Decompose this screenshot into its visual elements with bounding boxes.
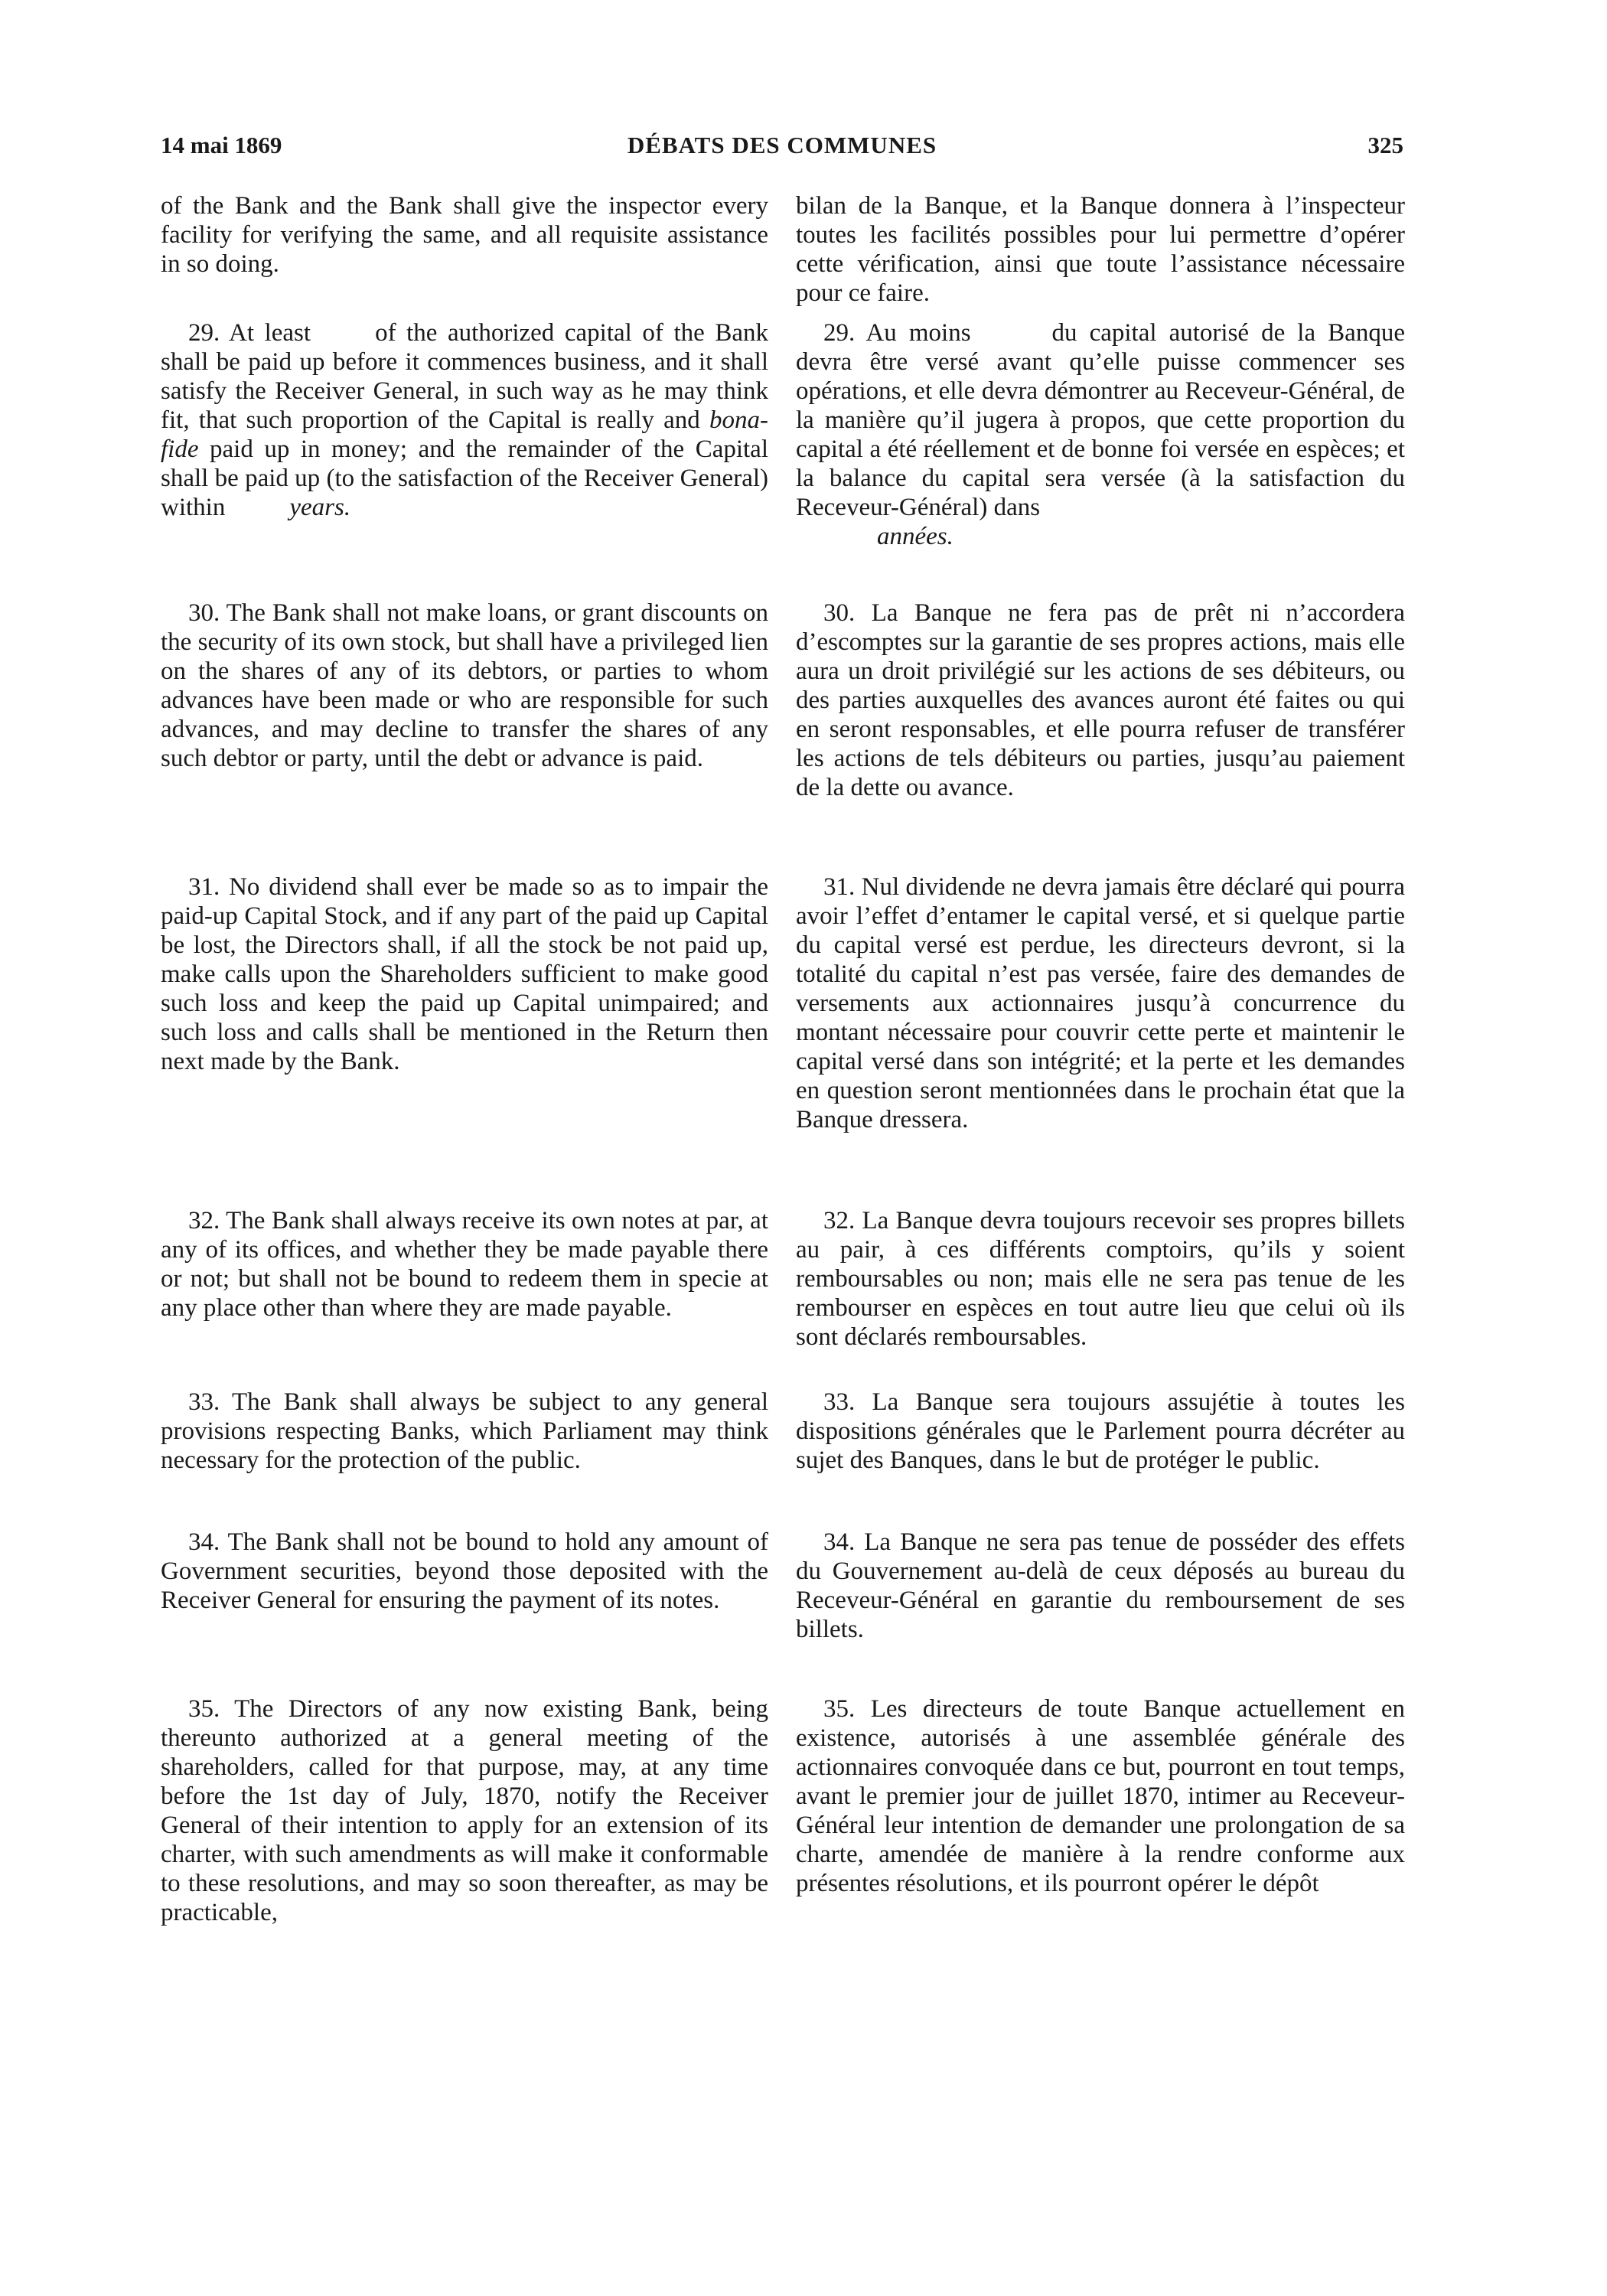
- page-number: 325: [1367, 132, 1403, 158]
- french-29-annees: années.: [877, 523, 953, 550]
- french-paragraph-29: [796, 318, 1405, 551]
- english-paragraph-35: 35. The Directors of any now existing Bank, being thereunto authorized at a general meeting of the shareholders, called for that purpose, may, at any time before the 1st day of July, 1870, notify the Receiver General of their intention to apply for an extension of its charter, with such amendments as will make it conformable to these resolutions, and may so soon thereafter, as may be practicable,: [161, 1695, 768, 1926]
- english-paragraph-31: 31. No dividend shall ever be made so as to impair the paid-up Capital Stock, and if any part of the paid up Capital be lost, the Directors shall, if all the stock be not paid up, make calls upon the Shareholders sufficient to make good such loss and keep the paid up Capital unimpaired; and such loss and calls shall be mentioned in the Return then next made by the Bank.: [161, 873, 768, 1075]
- english-paragraph-33: 33. The Bank shall always be subject to any general provisions respecting Banks, which Parliament may think necessary for the protection of the public.: [161, 1388, 768, 1474]
- english-paragraph-continued: of the Bank and the Bank shall give the inspector every facility for verifying the same, and all requisite assistance in so doing.: [161, 192, 768, 278]
- french-29-lead: 29. Au moins: [823, 319, 971, 347]
- english-paragraph-34: 34. The Bank shall not be bound to hold any amount of Government securities, beyond those deposited with the Receiver General for ensuring the payment of its notes.: [161, 1528, 768, 1614]
- english-29-lead: 29. At least: [188, 319, 311, 347]
- english-paragraph-32: 32. The Bank shall always receive its own notes at par, at any of its offices, and whether they be made payable there or not; but shall not be bound to redeem them in specie at any place other than where they are made payable.: [161, 1207, 768, 1322]
- english-29-body: of the authorized capital of the Bank shall be paid up before it commences business, and it shall satisfy the Receiver General, in such way as he may think fit, that such proportion of the Capital is really and: [161, 319, 768, 434]
- french-paragraph-30: 30. La Banque ne fera pas de prêt ni n’accordera d’escomptes sur la garantie de ses propres actions, mais elle aura un droit privilégié sur les actions de ses débiteurs, ou des parties auxquelles des avances auront été faites ou qui en seront responsables, et elle pourra refuser de transférer les actions de tels débiteurs ou parties, jusqu’au paiement de la dette ou avance.: [796, 599, 1405, 801]
- french-paragraph-35: 35. Les directeurs de toute Banque actuellement en existence, autorisés à une assemblée générale des actionnaires convoquée dans ce but, pourront en tout temps, avant le premier jour de juillet 1870, intimer au Receveur-Général leur intention de demander une prolongation de sa charte, amendée de manière à la rendre conforme aux présentes résolutions, et ils pourront opérer le dépôt: [796, 1695, 1405, 1897]
- french-paragraph-32: 32. La Banque devra toujours recevoir ses propres billets au pair, à ces différents comptoirs, qu’ils y soient remboursables ou non; mais elle ne sera pas tenue de les rembourser en espèces en tout autre lieu que celui où ils sont déclarés remboursables.: [796, 1207, 1405, 1351]
- english-29-bona-fide: bona-fide: [161, 406, 769, 463]
- french-paragraph-33: 33. La Banque sera toujours assujétie à toutes les dispositions générales que le Parlement pourra décréter au sujet des Banques, dans le but de protéger le public.: [796, 1388, 1405, 1474]
- french-paragraph-34: 34. La Banque ne sera pas tenue de posséder des effets du Gouvernement au-delà de ceux déposés au bureau du Receveur-Général en garantie du remboursement de ses billets.: [796, 1528, 1405, 1643]
- english-29-remainder: paid up in money; and the remainder of the Capital shall be paid up (to the satisfaction of the Receiver General) within: [161, 435, 768, 521]
- english-paragraph-30: 30. The Bank shall not make loans, or grant discounts on the security of its own stock, but shall have a privileged lien on the shares of any of its debtors, or parties to whom advances have been made or who are responsible for such advances, and may decline to transfer the shares of any such debtor or party, until the debt or advance is paid.: [161, 599, 768, 772]
- english-29-years: years.: [289, 494, 351, 521]
- header-date: 14 mai 1869: [161, 132, 282, 158]
- page-header: [161, 129, 1403, 162]
- header-title: DÉBATS DES COMMUNES: [627, 132, 937, 158]
- french-paragraph-31: 31. Nul dividende ne devra jamais être déclaré qui pourra avoir l’effet d’entamer le capital versé, et si quelque partie du capital versé est perdue, les directeurs devront, si la totalité du capital n’est pas versée, faire des demandes de versements aux actionnaires jusqu’à concurrence du montant nécessaire pour couvrir cette perte et maintenir le capital versé dans son intégrité; et la perte et les demandes en question seront mentionnées dans le prochain état que la Banque dressera.: [796, 873, 1405, 1133]
- french-paragraph-continued: bilan de la Banque, et la Banque donnera à l’inspecteur toutes les facilités possibles pour lui permettre d’opérer cette vérification, ainsi que toute l’assistance nécessaire pour ce faire.: [796, 192, 1405, 307]
- english-paragraph-29: [161, 318, 768, 522]
- french-29-body: du capital autorisé de la Banque devra être versé avant qu’elle puisse commencer ses opérations, et elle devra démontrer au Receveur-Général, de la manière qu’il jugera à propos, que cette proportion du capital a été réellement et de bonne foi versée en espèces; et la balance du capital sera versée (à la satisfaction du Receveur-Général) dans: [796, 319, 1405, 521]
